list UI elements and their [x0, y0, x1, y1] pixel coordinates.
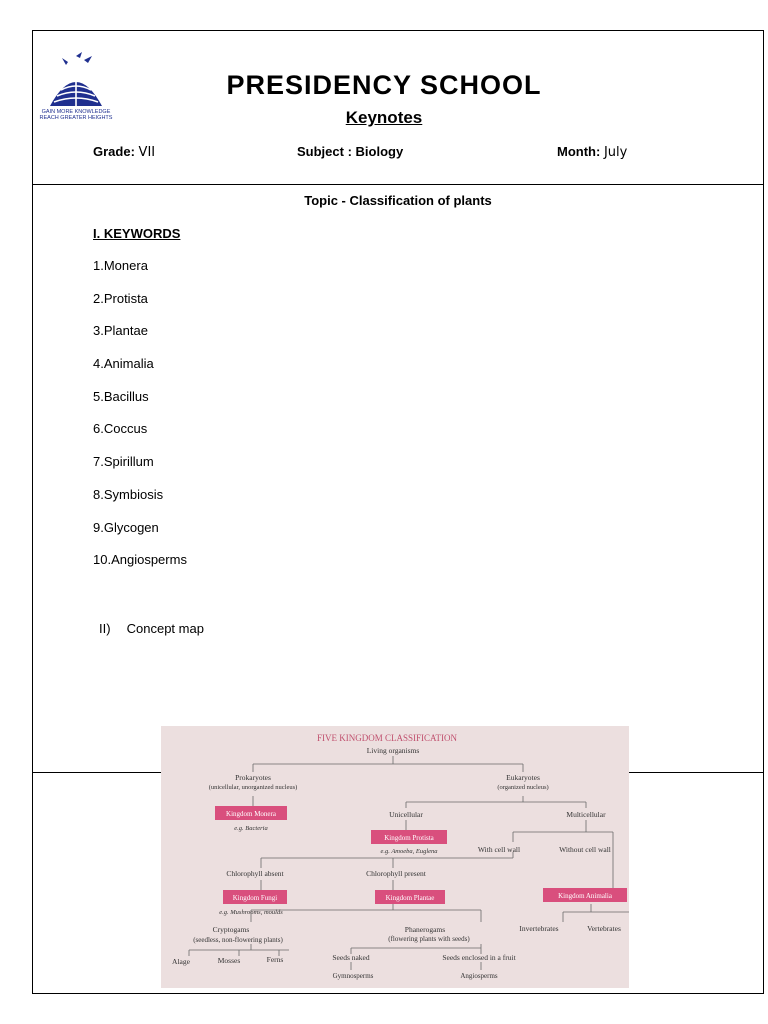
- kingdom-animalia-label: Kingdom Animalia: [558, 892, 612, 900]
- phanerogams-label: Phanerogams: [404, 925, 446, 934]
- logo-text-line2: REACH GREATER HEIGHTS: [39, 115, 113, 121]
- document-subtitle: Keynotes: [345, 108, 423, 127]
- angiosperms-label: Angiosperms: [460, 972, 498, 980]
- seeds-enclosed-label: Seeds enclosed in a fruit: [442, 953, 516, 962]
- diagram-title: FIVE KINGDOM CLASSIFICATION: [316, 733, 458, 743]
- grade-label: Grade: [93, 144, 131, 159]
- ferns-label: Ferns: [266, 955, 284, 964]
- multicellular-label: Multicellular: [566, 810, 606, 819]
- keyword-item: 1.Monera: [93, 258, 148, 273]
- subject-label: Subject: [297, 144, 344, 159]
- kingdom-protista-label: Kingdom Protista: [384, 834, 434, 842]
- grade-field: Grade: VII: [93, 144, 156, 160]
- keyword-item: 4.Animalia: [93, 356, 154, 372]
- seeds-naked-label: Seeds naked: [332, 953, 370, 962]
- alage-label: Alage: [172, 957, 190, 966]
- grade-value: VII: [138, 145, 156, 160]
- kingdom-fungi-label: Kingdom Fungi: [232, 894, 278, 902]
- eukaryotes-label: Eukaryotes: [506, 773, 540, 782]
- protista-example: e.g. Amoeba, Euglena: [380, 848, 438, 855]
- chlorophyll-absent-label: Chlorophyll absent: [226, 869, 284, 878]
- eukaryotes-note: (organized nucleus): [497, 784, 549, 791]
- month-label: Month: [557, 144, 596, 159]
- subject-field: Subject : Biology: [297, 144, 404, 159]
- concept-map-label: Concept map: [126, 621, 204, 636]
- section-divider-right: [629, 772, 764, 773]
- with-cell-wall-label: With cell wall: [477, 845, 521, 854]
- subject-value: Biology: [355, 144, 404, 159]
- cryptogams-note: (seedless, non-flowering plants): [193, 936, 283, 944]
- prokaryotes-note: (unicellular, unorganized nucleus): [208, 784, 298, 791]
- keyword-item: 2.Protista: [93, 290, 148, 306]
- logo-text-line1: GAIN MORE KNOWLEDGE: [41, 109, 111, 115]
- section-divider-left: [32, 772, 161, 773]
- month-value: July: [603, 145, 628, 160]
- gymnosperms-label: Gymnosperms: [332, 972, 374, 980]
- cryptogams-label: Cryptogams: [212, 925, 250, 934]
- keyword-item: 3.Plantae: [93, 323, 148, 339]
- without-cell-wall-label: Without cell wall: [559, 845, 611, 854]
- kingdom-plantae-label: Kingdom Plantae: [385, 894, 435, 902]
- keywords-heading: I. KEYWORDS: [93, 226, 181, 241]
- concept-map-number: II): [99, 621, 111, 636]
- prokaryotes-label: Prokaryotes: [235, 773, 271, 782]
- keyword-item: 7.Spirillum: [93, 454, 154, 470]
- topic-heading: Topic - Classification of plants: [304, 193, 492, 208]
- monera-example: e.g. Bacteria: [234, 825, 268, 832]
- keyword-item: 6.Coccus: [93, 421, 148, 437]
- keyword-item: 9.Glycogen: [93, 519, 159, 535]
- keywords-list: [93, 258, 187, 585]
- invertebrates-label: Invertebrates: [519, 924, 559, 933]
- month-field: Month: July: [557, 144, 628, 160]
- keyword-item: 8.Symbiosis: [93, 486, 164, 502]
- living-organisms-label: Living organisms: [366, 746, 420, 755]
- kingdom-monera-label: Kingdom Monera: [226, 810, 276, 818]
- keyword-item: 10.Angiosperms: [93, 552, 187, 568]
- chlorophyll-present-label: Chlorophyll present: [366, 869, 426, 878]
- vertebrates-label: Vertebrates: [587, 924, 621, 933]
- diagram-background: [161, 726, 629, 988]
- concept-map-heading: [99, 621, 204, 636]
- fungi-example: e.g. Mushrooms, moulds: [219, 909, 283, 916]
- unicellular-label: Unicellular: [389, 810, 423, 819]
- school-name: PRESIDENCY SCHOOL: [226, 70, 542, 100]
- keyword-item: 5.Bacillus: [93, 388, 149, 404]
- mosses-label: Mosses: [217, 956, 241, 965]
- phanerogams-note: (flowering plants with seeds): [388, 935, 470, 943]
- header-divider: [32, 184, 764, 185]
- five-kingdom-diagram: [161, 726, 629, 988]
